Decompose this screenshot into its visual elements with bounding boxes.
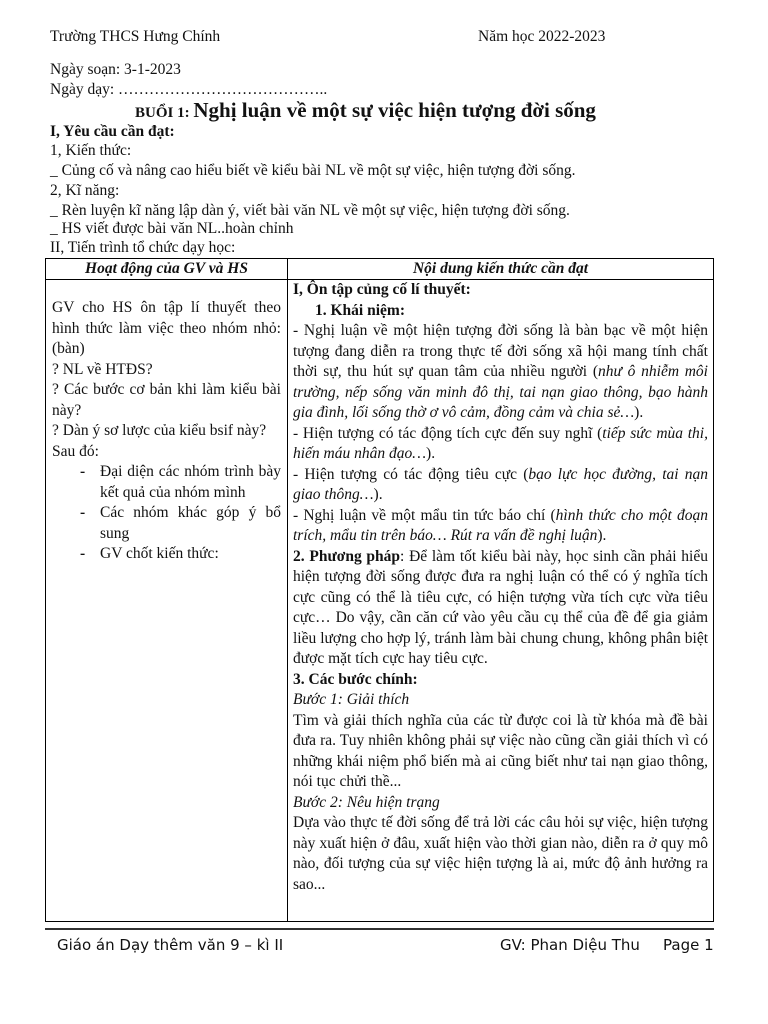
school-name: Trường THCS Hưng Chính	[50, 28, 221, 45]
concept-para-2	[293, 424, 708, 465]
concept-text: - Nghị luận về một hiện tượng đời sống là bàn bạc về một hiện tượng đang diễn ra trong thực tế đời sống xã hội mang tính chất thời sự, thu hút sự quan tâm của nhiều người (	[293, 322, 708, 380]
footer-divider	[45, 928, 714, 930]
list-item: - GV chốt kiến thức:	[80, 544, 281, 565]
step-2-title: Bước 2: Nêu hiện trạng	[293, 793, 440, 811]
requirements-heading: I, Yêu cầu cần đạt:	[50, 123, 175, 140]
skills-item-2: _ HS viết được bài văn NL..hoàn chỉnh	[50, 220, 294, 237]
positive-text: - Hiện tượng có tác động tích cực đến suy nghĩ (	[293, 424, 603, 442]
title-text: Nghị luận về một sự việc hiện tượng đời sống	[193, 98, 596, 122]
question-3: ? Dàn ý sơ lược của kiểu bsif này?	[52, 422, 267, 439]
knowledge-heading: 1, Kiến thức:	[50, 142, 132, 159]
lesson-table	[45, 258, 714, 922]
school-year: Năm học 2022-2023	[478, 28, 606, 45]
method-heading: 2. Phương pháp	[293, 547, 401, 565]
footer-page-number: Page 1	[663, 936, 714, 954]
concept-para-4	[293, 506, 708, 547]
activities-cell	[46, 280, 288, 922]
col-header-content: Nội dung kiến thức cần đạt	[288, 259, 714, 280]
step-1-text: Tìm và giải thích nghĩa của các từ được coi là từ khóa mà đề bài đưa ra. Tuy nhiên không phải sự việc nào cũng cần giải thích vì có những khái niệm phổ biến mà ai cũng biết như tai nạn giao thông, nói tục chửi thề...	[293, 711, 708, 790]
negative-text: - Hiện tượng có tác động tiêu cực (	[293, 465, 529, 483]
footer-teacher: GV: Phan Diệu Thu	[500, 936, 640, 954]
list-item: - Các nhóm khác góp ý bổ sung	[80, 503, 281, 544]
skills-heading: 2, Kĩ năng:	[50, 182, 120, 199]
question-2: ? Các bước cơ bản khi làm kiểu bài này?	[52, 381, 281, 419]
activity-intro: GV cho HS ôn tập lí thuyết theo hình thức làm việc theo nhóm nhỏ: (bàn)	[52, 299, 281, 357]
method-text: : Để làm tốt kiểu bài này, học sinh cần phải hiểu hiện tượng đời sống được đưa ra nghị luận có thể có ý nghĩa tích cực cũng có thể là tiêu cực, có hiện tượng vừa tích cực vừa tiêu cực… Do vậy, cần căn cứ vào yêu cầu cụ thể của đề để gia giảm liều lượng cho hợp lý, tránh làm bài chung chung, không phân biệt được mặt tích cực hay tiêu cực.	[293, 547, 708, 667]
concept-end: ).	[634, 404, 644, 421]
process-heading: II, Tiến trình tổ chức dạy học:	[50, 239, 236, 256]
method-para	[293, 547, 708, 670]
question-1: ? NL về HTĐS?	[52, 360, 153, 378]
page-title	[135, 97, 596, 126]
footer-doc-title: Giáo án Dạy thêm văn 9 – kì II	[57, 936, 284, 954]
after-label: Sau đó:	[52, 442, 99, 460]
positive-examples: tiếp sức mùa thi, hiến máu nhân đạo…	[293, 424, 708, 462]
negative-end: ).	[373, 486, 383, 503]
news-examples: hình thức cho một đoạn trích, mẩu tin trên báo… Rút ra vấn đề nghị luận	[293, 506, 709, 544]
section-heading: I, Ôn tập củng cố lí thuyết:	[293, 281, 471, 298]
steps-heading: 3. Các bước chính:	[293, 670, 418, 688]
concept-para-3	[293, 465, 708, 506]
positive-end: ).	[426, 445, 436, 462]
content-cell	[288, 280, 714, 922]
list-item: - Đại diện các nhóm trình bày kết quả của nhóm mình	[80, 462, 281, 503]
negative-examples: bạo lực học đường, tai nạn giao thông…	[293, 465, 708, 503]
step-1-title: Bước 1: Giải thích	[293, 691, 410, 708]
activity-steps	[52, 462, 281, 565]
concept-heading: 1. Khái niệm:	[315, 301, 405, 319]
teach-date: Ngày dạy: …………………………………..	[50, 81, 328, 98]
news-end: ).	[597, 527, 607, 544]
news-text: - Nghị luận về một mẩu tin tức báo chí (	[293, 506, 556, 524]
title-label: BUỔI 1:	[135, 105, 194, 121]
prep-date: Ngày soạn: 3-1-2023	[50, 61, 181, 78]
concept-examples: như ô nhiễm môi trường, nếp sống văn minh đô thị, tai nạn giao thông, bạo hành gia đình, lối sống thờ ơ vô cảm, đồng cảm và chia sẻ…	[293, 363, 708, 421]
step-2-text: Dựa vào thực tế đời sống để trả lời các câu hỏi sự việc, hiện tượng này xuất hiện ở đâu, xuất hiện vào thời gian nào, diễn ra ở quy mô nào, đối tượng của sự việc hiện tượng là ai, mức độ ảnh hưởng ra sao...	[293, 814, 708, 893]
col-header-activities: Hoạt động của GV và HS	[46, 259, 288, 280]
concept-para-1	[293, 321, 708, 424]
knowledge-item: _ Củng cố và nâng cao hiểu biết về kiểu bài NL về một sự việc, hiện tượng đời sống.	[50, 162, 576, 179]
skills-item-1: _ Rèn luyện kĩ năng lập dàn ý, viết bài văn NL về một sự việc, hiện tượng đời sống.	[50, 202, 570, 219]
